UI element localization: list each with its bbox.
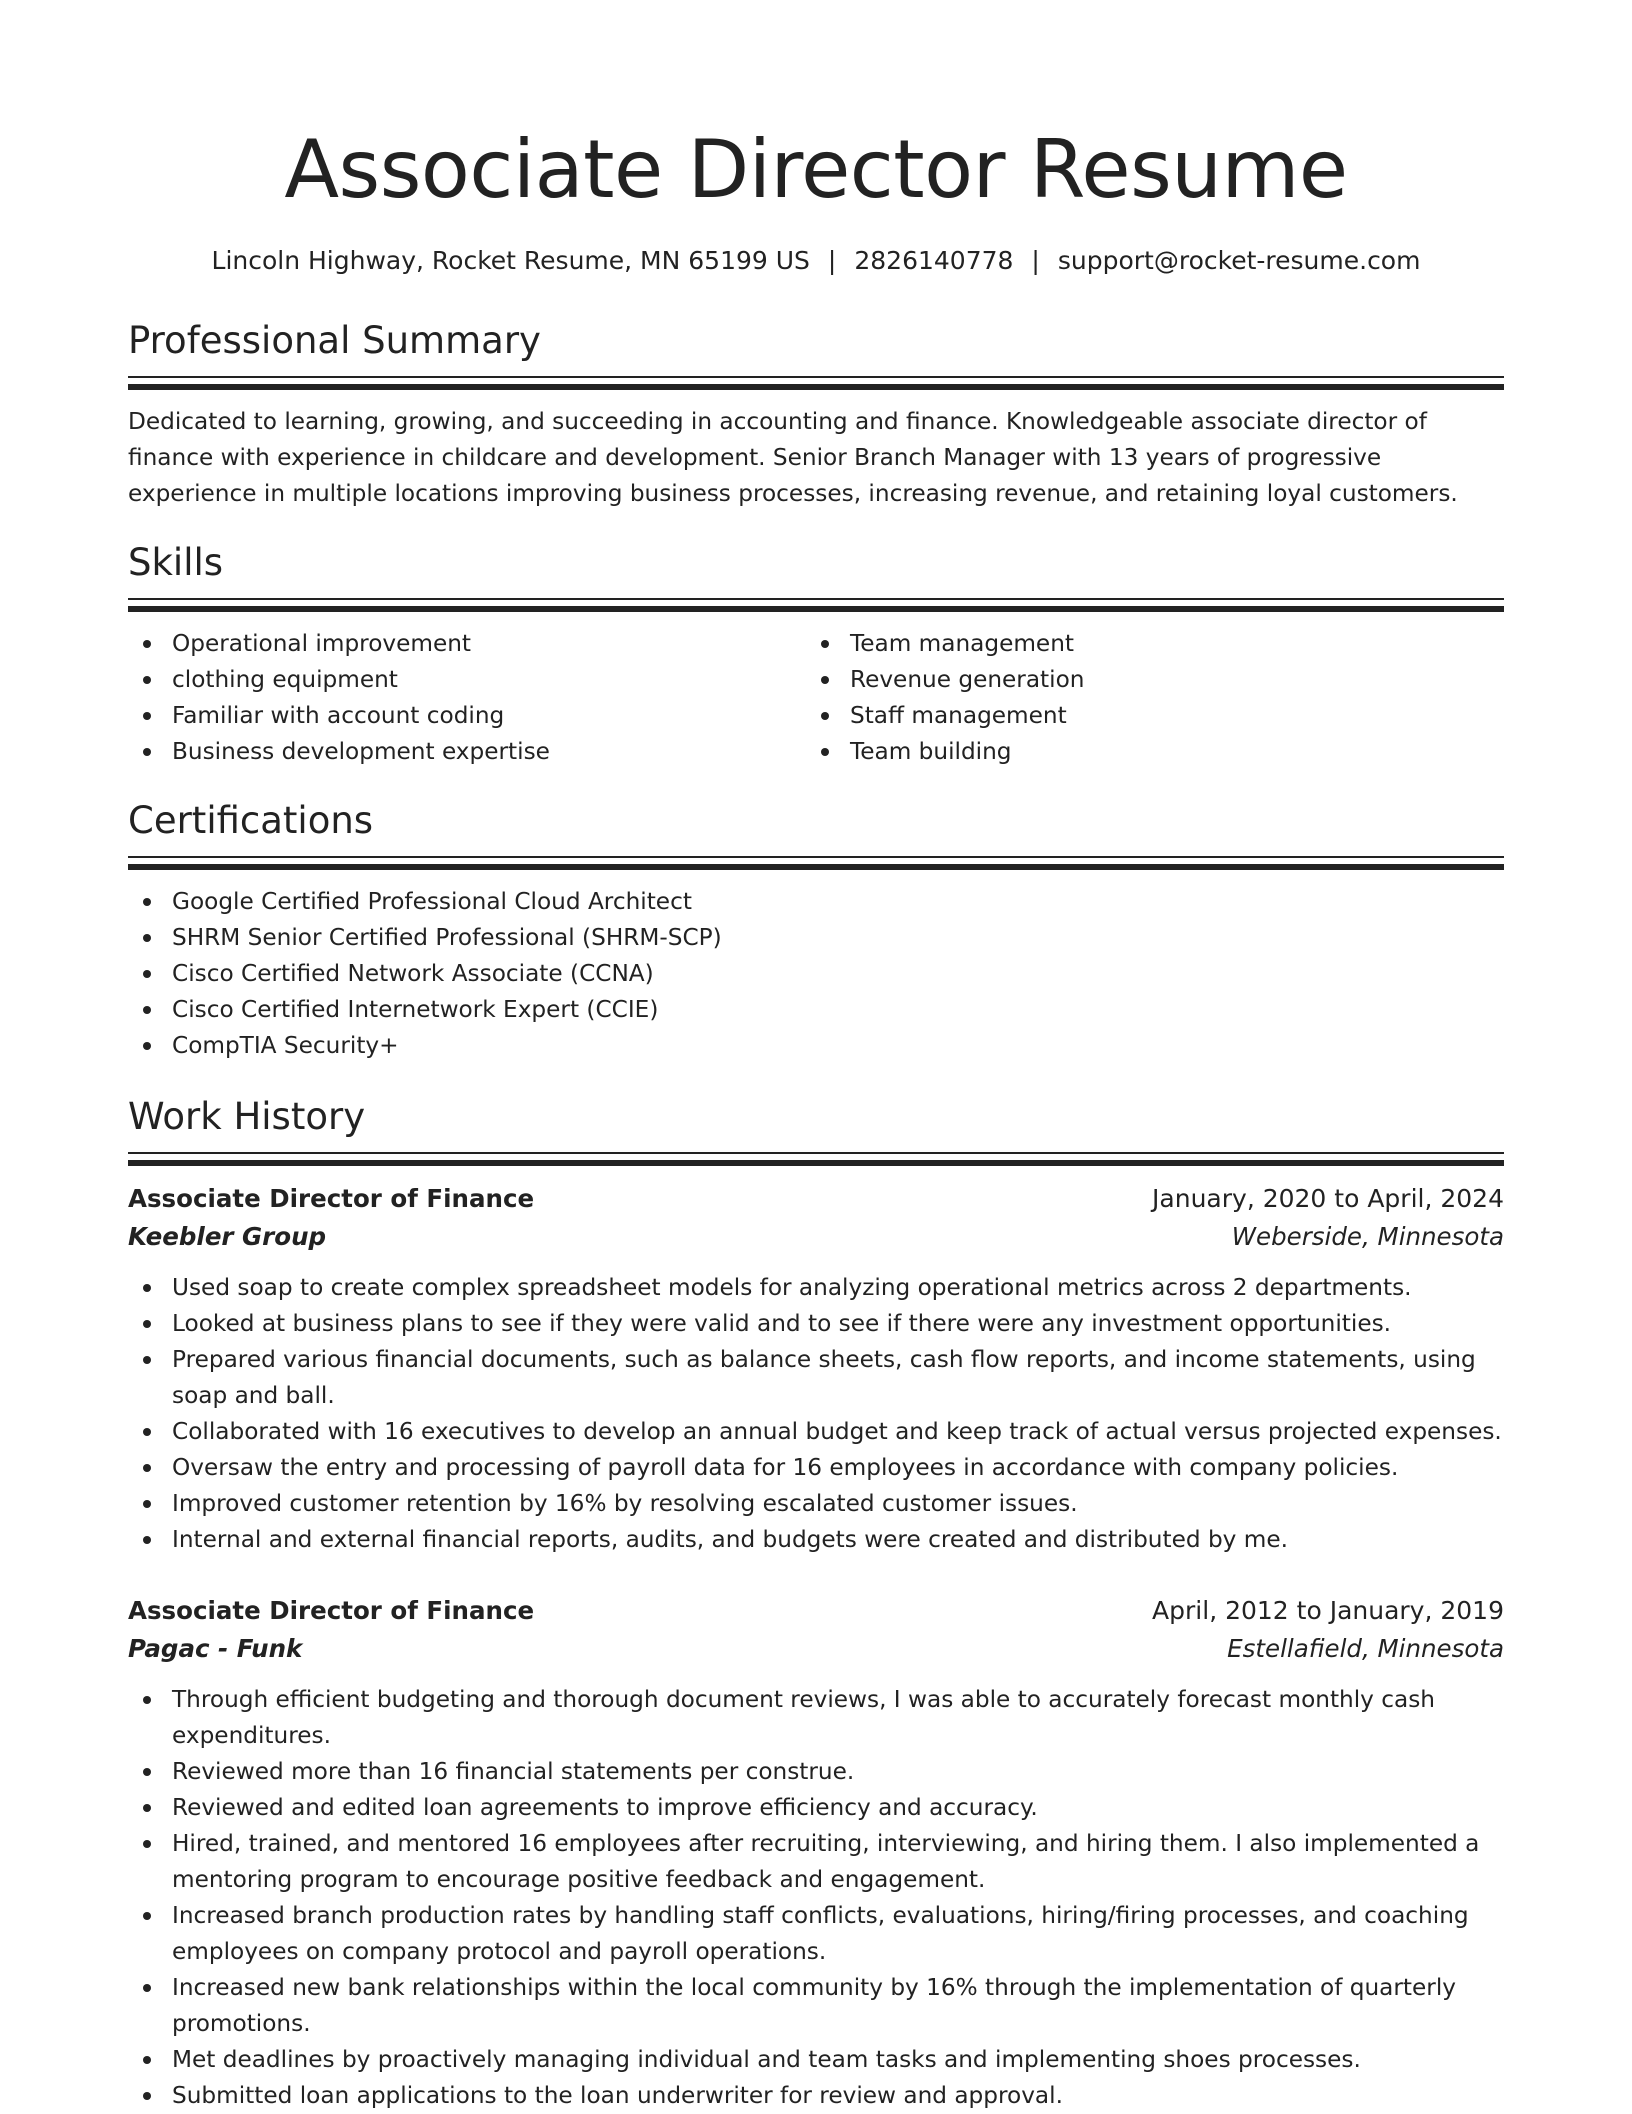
job-company: Pagac - Funk	[128, 1634, 303, 1663]
section-divider-thick	[128, 864, 1504, 870]
job-bullet: Collaborated with 16 executives to develop an annual budget and keep track of actual versus projected expenses.	[128, 1414, 1504, 1450]
job-subheader	[128, 1630, 1504, 1668]
job-bullets	[128, 1682, 1504, 2114]
job-bullet: Hired, trained, and mentored 16 employees after recruiting, interviewing, and hiring them. I also implemented a mentoring program to encourage positive feedback and engagement.	[128, 1826, 1504, 1898]
skill-item: Staff management	[806, 698, 1484, 734]
job-entry	[128, 1592, 1504, 2114]
job-location: Estellafield, Minnesota	[1227, 1634, 1504, 1663]
job-bullet: Reviewed more than 16 financial statements per construe.	[128, 1754, 1504, 1790]
summary-section	[128, 318, 1504, 512]
job-bullet: Met deadlines by proactively managing individual and team tasks and implementing shoes processes.	[128, 2042, 1504, 2078]
job-title: Associate Director of Finance	[128, 1184, 535, 1213]
skill-item: Team management	[806, 626, 1484, 662]
skill-item: Operational improvement	[128, 626, 806, 662]
resume-page	[128, 0, 1504, 2114]
job-bullet: Submitted loan applications to the loan underwriter for review and approval.	[128, 2078, 1504, 2114]
summary-text: Dedicated to learning, growing, and succeeding in accounting and finance. Knowledgeable associate director of finance with experience in childcare and development. Senior Branch Manager with 13 years of progressive experience in multiple locations improving business processes, increasing revenue, and retaining loyal customers.	[128, 408, 1458, 507]
job-dates: January, 2020 to April, 2024	[1152, 1184, 1504, 1213]
skill-item: Business development expertise	[128, 734, 806, 770]
certifications-section	[128, 798, 1504, 1064]
section-divider	[128, 598, 1504, 600]
job-bullets	[128, 1270, 1504, 1558]
certification-item: Cisco Certified Network Associate (CCNA)	[128, 956, 1504, 992]
skills-right-column	[806, 626, 1484, 770]
skill-item: Revenue generation	[806, 662, 1484, 698]
job-bullet: Through efficient budgeting and thorough document reviews, I was able to accurately forecast monthly cash expenditures.	[128, 1682, 1504, 1754]
job-company: Keebler Group	[128, 1222, 327, 1251]
contact-separator: |	[827, 246, 837, 275]
contact-email: support@rocket-resume.com	[1057, 246, 1421, 275]
skills-grid	[128, 626, 1504, 770]
certification-item: SHRM Senior Certified Professional (SHRM-SCP)	[128, 920, 1504, 956]
job-title: Associate Director of Finance	[128, 1596, 535, 1625]
contact-phone: 2826140778	[854, 246, 1014, 275]
contact-line	[128, 244, 1504, 278]
section-divider-thick	[128, 1160, 1504, 1166]
job-location: Weberside, Minnesota	[1231, 1222, 1504, 1251]
work-history-heading: Work History	[128, 1095, 366, 1138]
job-bullet: Increased new bank relationships within the local community by 16% through the implementation of quarterly promotions.	[128, 1970, 1504, 2042]
skills-section	[128, 540, 1504, 770]
skill-item: Team building	[806, 734, 1484, 770]
summary-heading: Professional Summary	[128, 319, 541, 362]
job-bullet: Increased branch production rates by handling staff conflicts, evaluations, hiring/firing processes, and coaching employees on company protocol and payroll operations.	[128, 1898, 1504, 1970]
job-dates: April, 2012 to January, 2019	[1152, 1596, 1504, 1625]
section-divider	[128, 376, 1504, 378]
job-header	[128, 1180, 1504, 1218]
job-bullet: Prepared various financial documents, such as balance sheets, cash flow reports, and income statements, using soap and ball.	[128, 1342, 1504, 1414]
skills-heading: Skills	[128, 541, 224, 584]
work-history-section	[128, 1094, 1504, 2114]
job-header	[128, 1592, 1504, 1630]
section-divider-thick	[128, 606, 1504, 612]
job-bullet: Looked at business plans to see if they were valid and to see if there were any investment opportunities.	[128, 1306, 1504, 1342]
job-entry	[128, 1180, 1504, 1558]
certification-item: CompTIA Security+	[128, 1028, 1504, 1064]
section-divider	[128, 856, 1504, 858]
job-subheader	[128, 1218, 1504, 1256]
skills-left-column	[128, 626, 806, 770]
job-bullet: Internal and external financial reports, audits, and budgets were created and distributed by me.	[128, 1522, 1504, 1558]
certification-item: Google Certified Professional Cloud Architect	[128, 884, 1504, 920]
contact-address: Lincoln Highway, Rocket Resume, MN 65199 US	[211, 246, 810, 275]
section-divider-thick	[128, 384, 1504, 390]
skill-item: clothing equipment	[128, 662, 806, 698]
contact-separator: |	[1031, 246, 1040, 275]
section-divider	[128, 1152, 1504, 1154]
certification-item: Cisco Certified Internetwork Expert (CCIE)	[128, 992, 1504, 1028]
job-bullet: Used soap to create complex spreadsheet models for analyzing operational metrics across 2 departments.	[128, 1270, 1504, 1306]
resume-title: Associate Director Resume	[284, 123, 1348, 216]
job-bullet: Reviewed and edited loan agreements to improve efficiency and accuracy.	[128, 1790, 1504, 1826]
certifications-heading: Certifications	[128, 799, 374, 842]
job-bullet: Oversaw the entry and processing of payroll data for 16 employees in accordance with company policies.	[128, 1450, 1504, 1486]
skill-item: Familiar with account coding	[128, 698, 806, 734]
job-bullet: Improved customer retention by 16% by resolving escalated customer issues.	[128, 1486, 1504, 1522]
certifications-list	[128, 884, 1504, 1064]
